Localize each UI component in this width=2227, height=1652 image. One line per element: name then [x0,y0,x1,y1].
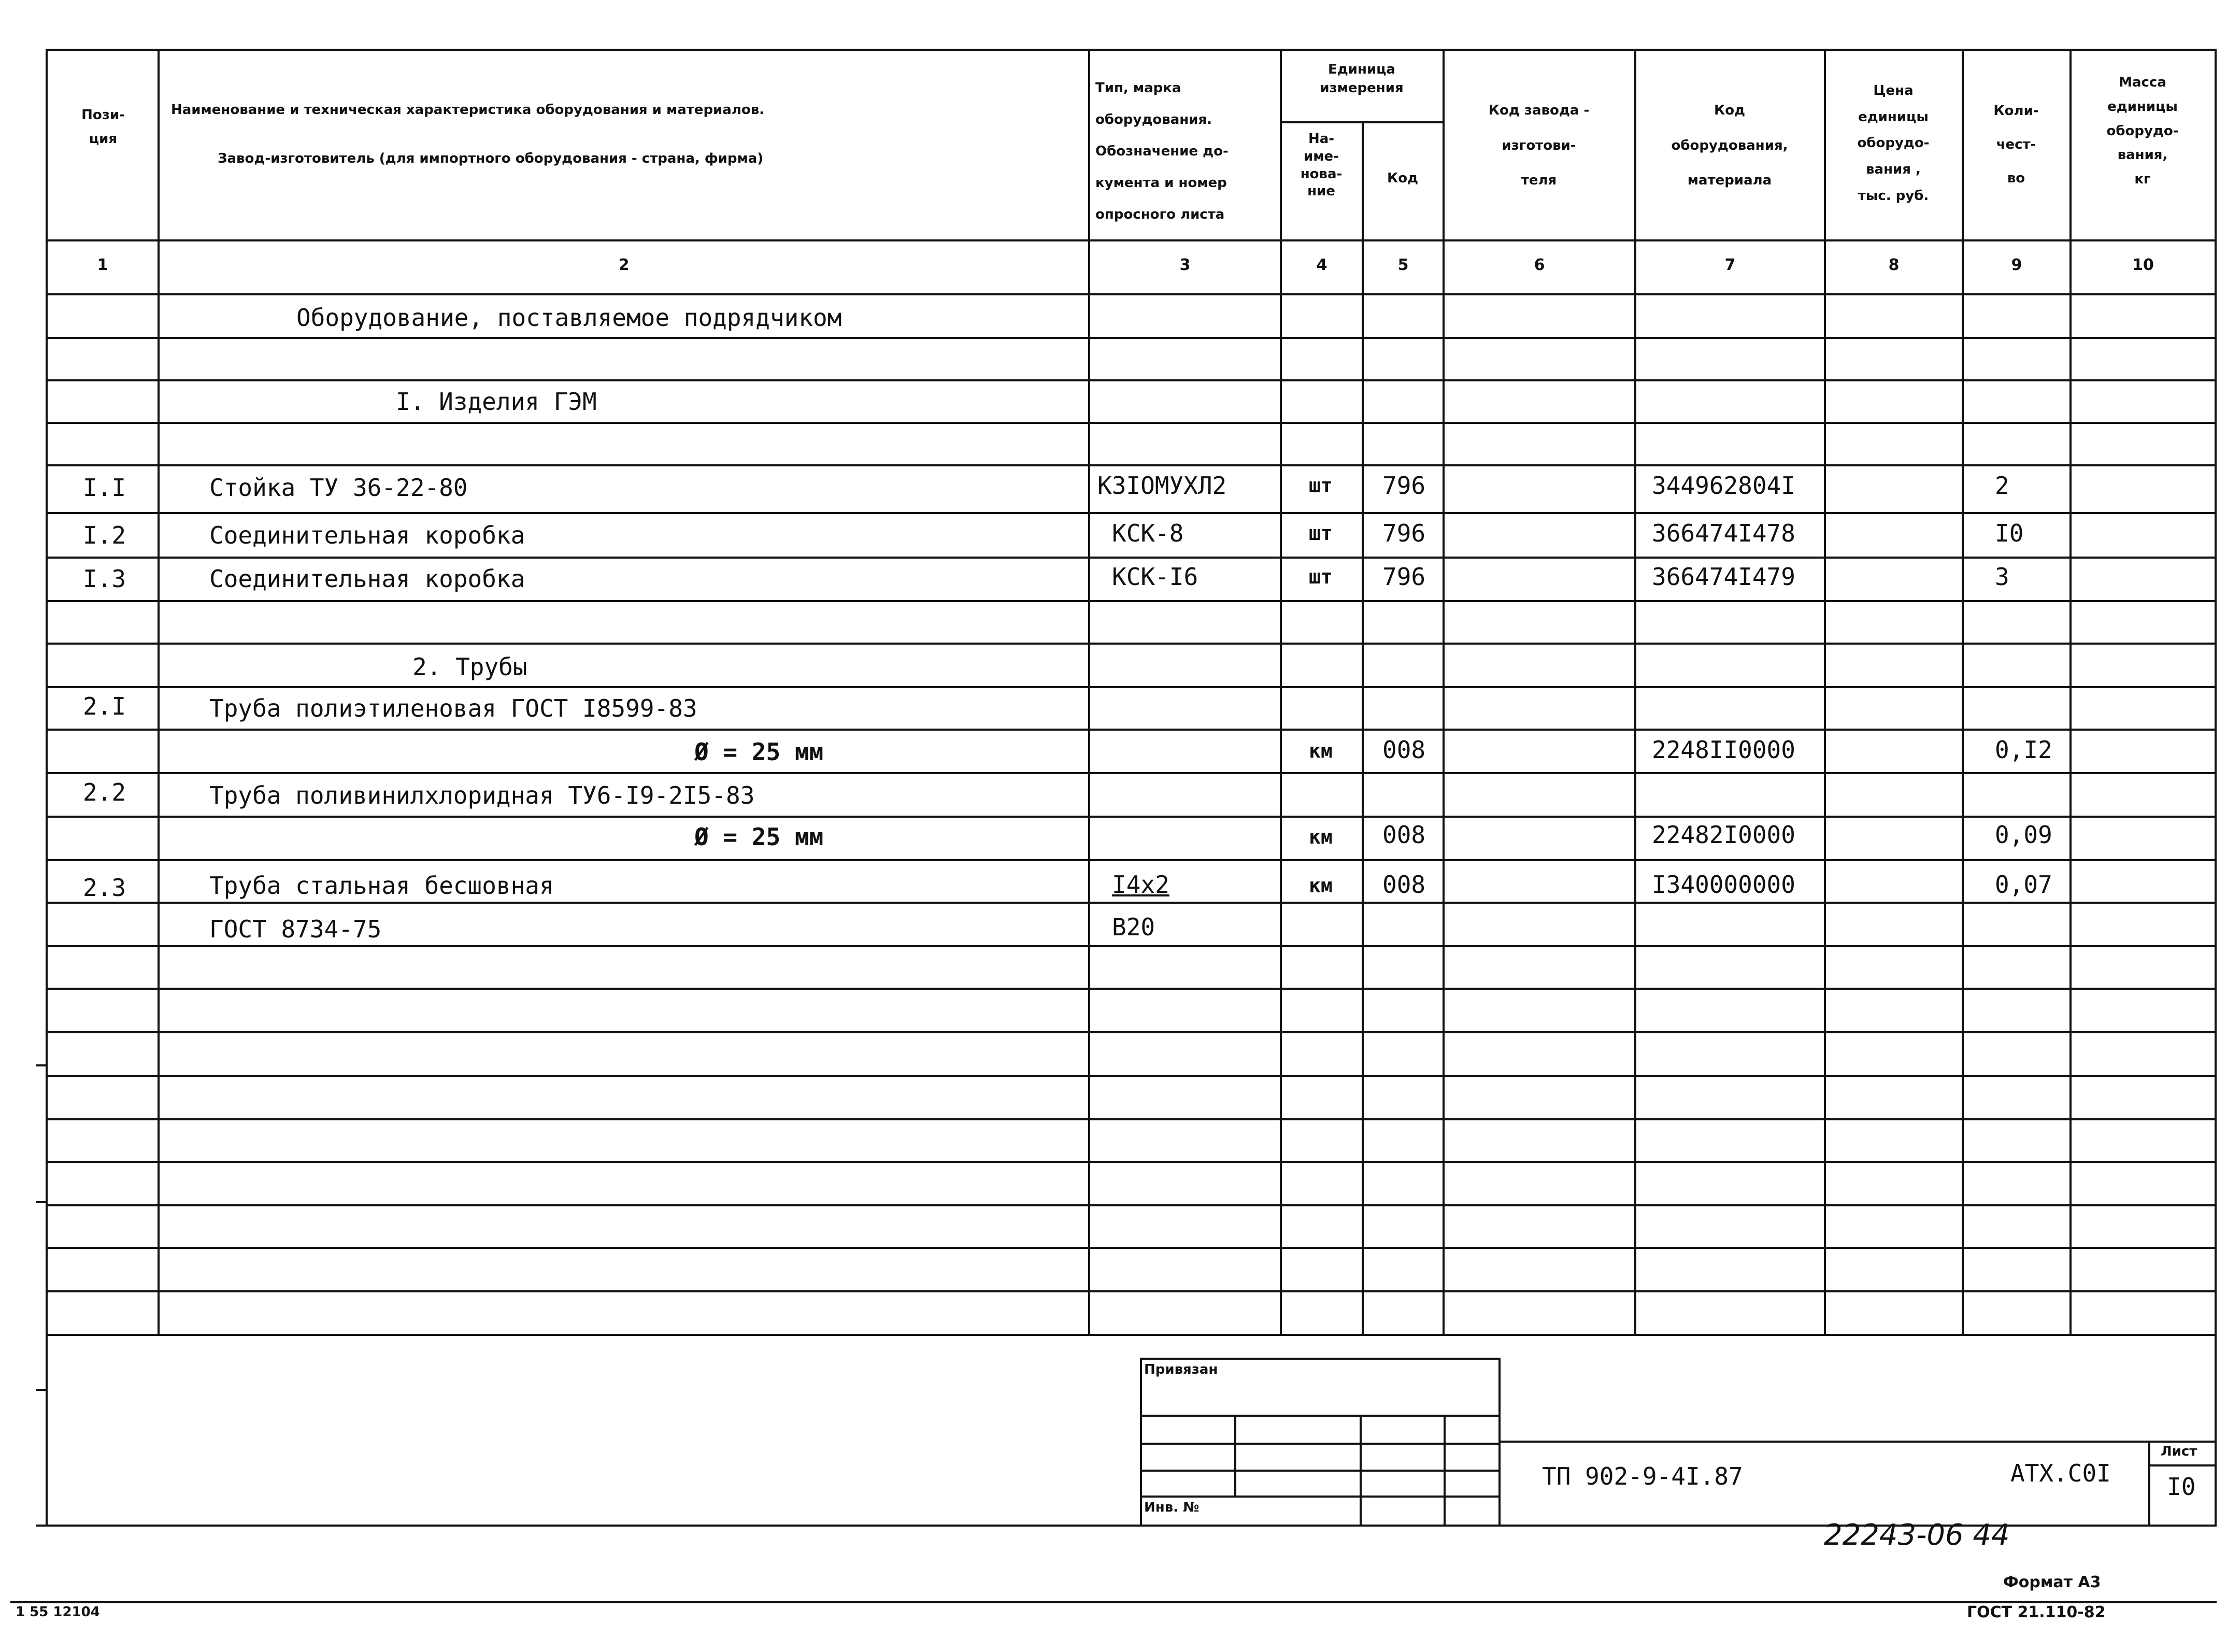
row-line [46,337,2217,339]
frame-right [2215,49,2217,1527]
row-line [46,686,2217,688]
table-bottom-line [46,1334,2217,1336]
col-line-1 [158,49,160,1336]
section-title: I. Изделия ГЭМ [396,388,597,416]
type-cell: КСК-8 [1112,519,1184,547]
header-unit-group: Единица измерения [1320,62,1404,96]
column-number: 1 [97,256,108,274]
row-line [46,422,2217,424]
row-line [46,1161,2217,1163]
header-manufacturer: Завод-изготовитель (для импортного оборудования - страна, фирма) [218,151,764,166]
doc-block-top [1498,1441,2217,1443]
position-cell: 2.3 [83,874,126,902]
unit-code-cell: 796 [1382,472,1426,500]
format-label: Формат А3 [2003,1573,2101,1591]
equipment-code-cell: I340000000 [1652,871,1795,899]
type-cell: КСК-I6 [1112,563,1198,591]
margin-tick [36,1389,47,1391]
column-number: 8 [1888,256,1900,274]
equipment-code-cell: 344962804I [1652,472,1795,500]
row-line [46,512,2217,514]
row-line [46,1204,2217,1206]
equipment-code-cell: 366474I479 [1652,563,1795,591]
quantity-cell: I0 [1995,519,2024,547]
header-equipment-code: Код оборудования, материала [1671,103,1788,189]
row-line [46,379,2217,381]
footer-line [10,1601,2217,1603]
type-cell: В20 [1112,913,1155,941]
stamp-line [1140,1470,1501,1472]
header-mass: Масса единицы оборудо- вания, кг [2106,75,2179,188]
position-cell: I.2 [83,521,126,549]
stamp-line [1140,1443,1501,1445]
name-cell: Труба поливинилхлоридная ТУ6-I9-2I5-83 [209,781,755,809]
column-number: 7 [1724,256,1736,274]
row-line [46,1075,2217,1077]
margin-tick [36,1201,47,1203]
row-line [46,643,2217,645]
position-cell: 2.I [83,692,126,720]
type-cell: I4x2 [1112,871,1169,899]
header-quantity: Коли- чест- во [1993,103,2039,186]
name-cell: Ø = 25 мм [694,738,824,766]
row-line [46,988,2217,990]
col-line-3 [1280,49,1282,1336]
stamp-left [1140,1358,1142,1526]
col-line-9 [2069,49,2072,1336]
row-line [46,816,2217,818]
name-cell: Труба полиэтиленовая ГОСТ I8599-83 [209,694,697,722]
quantity-cell: 0,07 [1995,871,2052,899]
stamp-col [1444,1415,1446,1526]
equipment-code-cell: 22482I0000 [1652,821,1795,849]
unit-cell: км [1309,739,1333,762]
stamp-line [1140,1415,1501,1417]
row-line [46,464,2217,466]
header-bottom-line [46,239,2217,241]
quantity-cell: 0,I2 [1995,736,2052,764]
margin-tick [36,1064,47,1066]
column-number: 9 [2011,256,2022,274]
col-line-5 [1443,49,1445,1336]
unit-code-cell: 796 [1382,563,1426,591]
gost-label: ГОСТ 21.110-82 [1967,1603,2106,1621]
header-unit-name: На- име- нова- ние [1300,131,1343,200]
section-title: Оборудование, поставляемое подрядчиком [296,304,842,332]
name-cell: Стойка ТУ 36-22-80 [209,474,468,502]
column-number: 2 [618,256,630,274]
position-cell: 2.2 [83,778,126,806]
stamp-line [1140,1496,1501,1498]
row-line [46,859,2217,861]
unit-code-cell: 008 [1382,821,1426,849]
frame-top [46,49,2217,51]
stamp-col [1234,1415,1236,1498]
quantity-cell: 0,09 [1995,821,2052,849]
equipment-code-cell: 2248II0000 [1652,736,1795,764]
header-name: Наименование и техническая характеристика оборудования и материалов. [171,102,765,118]
column-number: 10 [2132,256,2154,274]
row-line [46,600,2217,602]
row-line [46,1247,2217,1249]
colnum-bottom-line [46,293,2217,295]
row-line [46,1118,2217,1120]
row-line [46,1031,2217,1033]
quantity-cell: 3 [1995,563,2009,591]
unit-cell: шт [1309,474,1333,497]
equipment-code-cell: 366474I478 [1652,519,1795,547]
row-line [46,902,2217,904]
header-factory-code: Код завода - изготови- теля [1488,103,1590,189]
sheet-label: Лист [2161,1444,2197,1459]
unit-cell: км [1309,874,1333,897]
row-line [46,1290,2217,1292]
col-line-6 [1634,49,1636,1336]
sheet-number: I0 [2167,1473,2196,1501]
corner-code: 1 55 12104 [16,1604,100,1620]
row-line [46,729,2217,731]
row-line [46,772,2217,774]
stamp-top [1140,1358,1501,1360]
col-line-8 [1962,49,1964,1336]
unit-cell: км [1309,825,1333,848]
stamp-col [1360,1415,1362,1526]
row-line [46,557,2217,559]
unit-code-cell: 008 [1382,736,1426,764]
col-line-7 [1824,49,1826,1336]
column-number: 6 [1534,256,1545,274]
name-cell: ГОСТ 8734-75 [209,915,382,943]
header-unit-code: Код [1387,170,1419,186]
unit-code-cell: 008 [1382,871,1426,899]
unit-code-cell: 796 [1382,519,1426,547]
handwritten-number: 22243-06 44 [1824,1518,2010,1552]
col-line-2 [1088,49,1090,1336]
column-number: 5 [1397,256,1409,274]
name-cell: Соединительная коробка [209,521,525,549]
inventory-label: Инв. № [1144,1500,1200,1515]
row-line [46,945,2217,947]
quantity-cell: 2 [1995,472,2009,500]
sheet-box-left [2148,1441,2150,1526]
header-position: Пози- ция [81,107,125,147]
document-code: ТП 902-9-4I.87 [1542,1462,1743,1490]
column-number: 3 [1179,256,1191,274]
type-cell: К3IОМУХЛ2 [1097,472,1227,500]
header-price: Цена единицы оборудо- вания , тыс. руб. [1857,83,1930,204]
column-number: 4 [1316,256,1327,274]
name-cell: Соединительная коробка [209,565,525,593]
section-title: 2. Трубы [412,653,527,681]
unit-cell: шт [1309,565,1333,588]
name-cell: Труба стальная бесшовная [209,872,554,900]
unit-group-line [1280,121,1443,123]
unit-cell: шт [1309,522,1333,545]
header-type: Тип, марка оборудования. Обозначение до- кумента и номер опросного листа [1095,80,1229,223]
sheet-box-line [2148,1464,2217,1466]
linked-label: Привязан [1144,1362,1218,1377]
position-cell: I.I [83,474,126,502]
position-cell: I.3 [83,565,126,593]
document-mark: АТХ.С0I [2010,1459,2111,1487]
name-cell: Ø = 25 мм [694,823,824,851]
